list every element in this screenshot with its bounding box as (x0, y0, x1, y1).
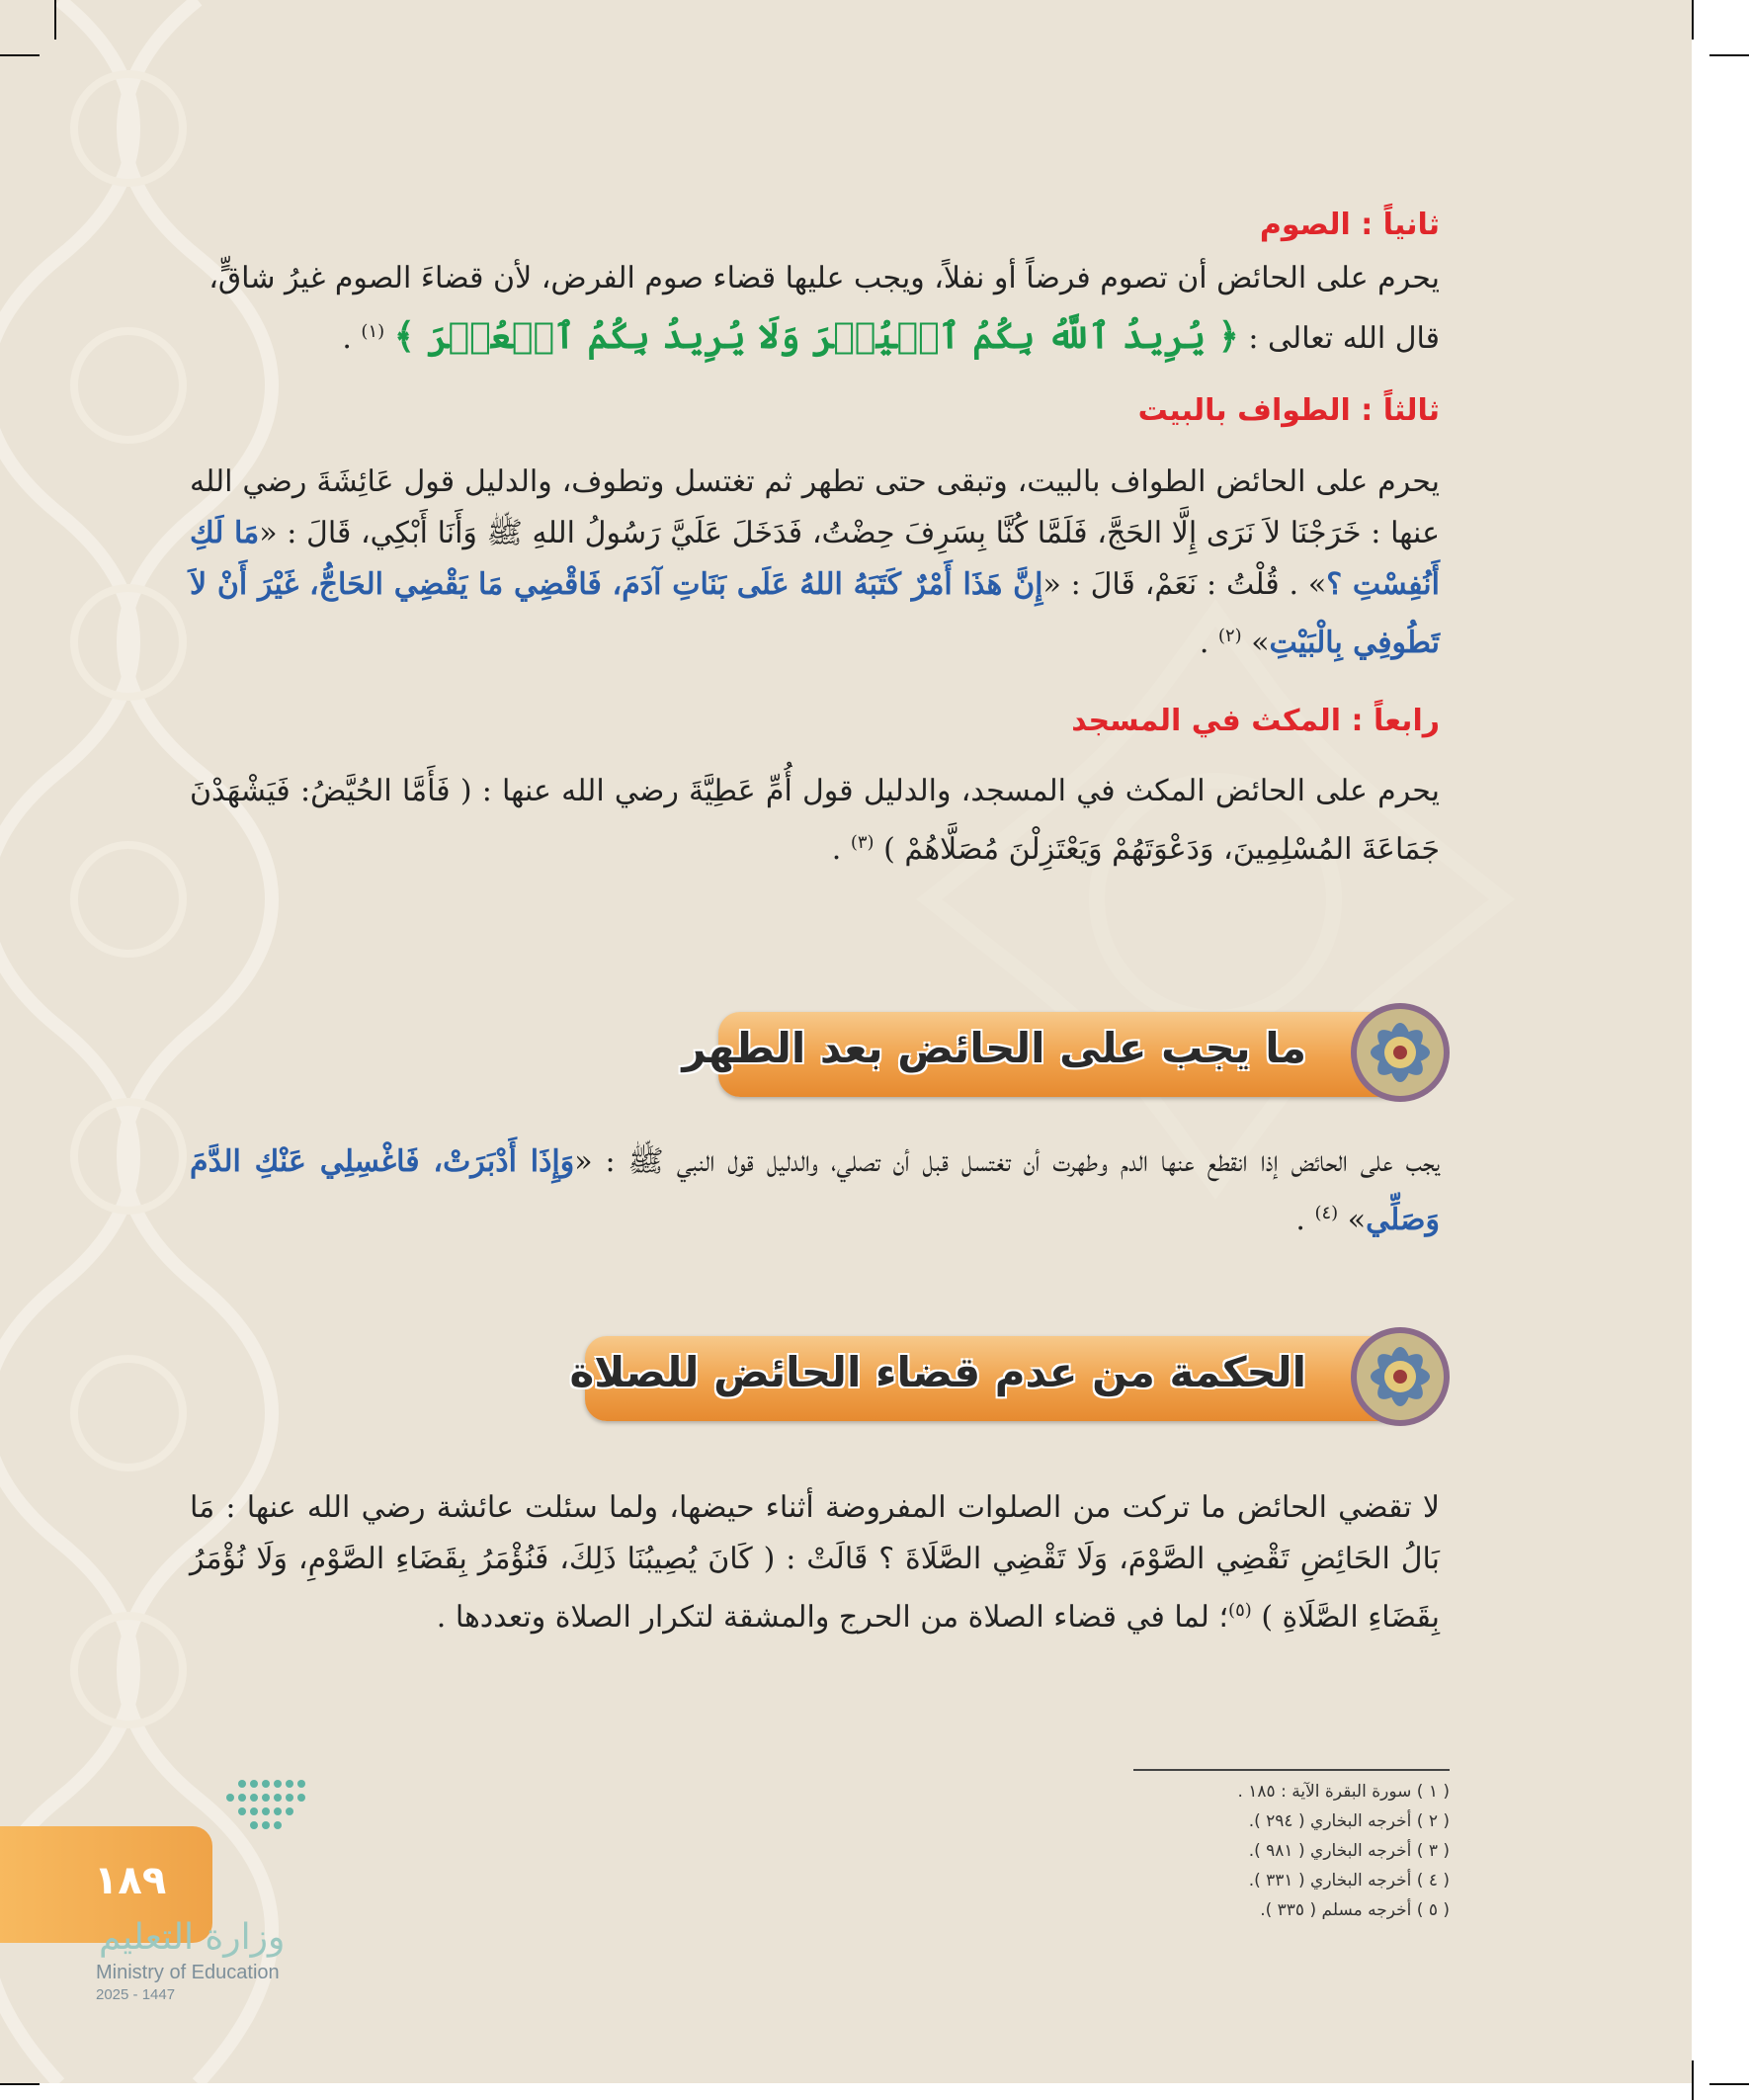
tawaf-intro: يحرم على الحائض الطواف بالبيت، وتبقى حتى تطهر ثم تغتسل وتطوف، والدليل قول عَائِشَةَ رضي الله عنها : (190, 464, 1440, 550)
tawaf-narration: خَرَجْنَا لاَ نَرَى إِلَّا الحَجَّ، فَلَمَّا كُنَّا بِسَرِفَ حِضْتُ، فَدَخَلَ عَلَيَّ رَسُولُ اللهِ ﷺ وَأَنَا أَبْكِي، قَالَ : « (259, 516, 1362, 550)
tawaf-mid: » . قُلْتُ : نَعَمْ، قَالَ : « (1042, 567, 1327, 602)
footnotes (1133, 1769, 1450, 1925)
wisdom-tail: ؛ لما في قضاء الصلاة من الحرج والمشقة لتكرار الصلاة وتعددها . (436, 1600, 1229, 1635)
purity-text: يجب على الحائض إذا انقطع عنها الدم وطهرت أن تغتسل قبل أن تصلي، والدليل قول النبي ﷺ : « (574, 1144, 1440, 1179)
crop-mark (1692, 0, 1694, 40)
mosque-heading: رابعاً : المكث في المسجد (1071, 704, 1440, 738)
banner-title: الحكمة من عدم قضاء الحائض للصلاة (569, 1348, 1306, 1396)
rosette-icon (1346, 1322, 1455, 1431)
footnote-item: ( ١ ) سورة البقرة الآية : ١٨٥ . (1237, 1782, 1450, 1802)
footnote-item: ( ٢ ) أخرجه البخاري ( ٢٩٤ ). (1248, 1811, 1450, 1831)
fasting-line: يحرم على الحائض أن تصوم فرضاً أو نفلاً، ويجب عليها قضاء صوم الفرض، لأن قضاءَ الصوم غيرُ شاقٍّ، (208, 261, 1440, 295)
fasting-heading: ثانياً : الصوم (1259, 208, 1440, 242)
footnote-item: ( ٤ ) أخرجه البخاري ( ٣٣١ ). (1248, 1871, 1450, 1890)
ministry-name-arabic: وزارة التعليم (99, 1917, 286, 1958)
hadith-quote-1: مَا لَكِ أَنُفِسْتِ ؟ (190, 516, 1440, 602)
hadith-quote-2: إِنَّ هَذَا أَمْرٌ كَتَبَهُ اللهُ عَلَى بَنَاتِ آدَمَ، فَاقْضِي مَا يَقْضِي الحَاجُّ، غَيْرَ أَنْ لاَ تَطُوفِي بِالْبَيْتِ (190, 567, 1440, 660)
mosque-text: يحرم على الحائض المكث في المسجد، والدليل قول أُمِّ عَطِيَّةَ رضي الله عنها : ( فَأَمَّا الحُيَّضُ: فَيَشْهَدْنَ جَمَاعَةَ المُسْلِمِينَ، وَدَعْوَتَهُمْ وَيَعْتَزِلْنَ مُصَلَّاهُمْ ) (190, 774, 1440, 867)
purity-paragraph: يجب على الحائض إذا انقطع عنها الدم وطهرت أن تغتسل قبل أن تصلي، والدليل قول النبي ﷺ : «وَإِذَا أَدْبَرَتْ، فَاغْسِلِي عَنْكِ الدَّمَ وَصَلِّي» $^{(٤)}$ . (190, 1144, 1440, 1237)
footnote-ref-1: (١) (361, 321, 385, 342)
crop-mark (1709, 2083, 1749, 2085)
quran-verse: ﴿ يُرِيدُ ٱللَّهُ بِكُمُ ٱلۡيُسۡرَ وَلَا يُرِيدُ بِكُمُ ٱلۡعُسۡرَ ﴾ (393, 315, 1239, 357)
section-banner-wisdom (569, 1322, 1455, 1431)
quran-intro: قال الله تعالى : (1248, 321, 1440, 356)
mosque-paragraph: يحرم على الحائض المكث في المسجد، والدليل قول أُمِّ عَطِيَّةَ رضي الله عنها : ( فَأَمَّا الحُيَّضُ: فَيَشْهَدْنَ جَمَاعَةَ المُسْلِمِينَ، وَدَعْوَتَهُمْ وَيَعْتَزِلْنَ مُصَلَّاهُمْ ) $^{(٣)}$ . (190, 774, 1440, 867)
footnote-ref-3: (٣) (850, 832, 874, 853)
footnote-item: ( ٣ ) أخرجه البخاري ( ٩٨١ ). (1248, 1841, 1450, 1861)
ministry-logo-dots-icon (94, 1764, 311, 1863)
crop-mark (0, 54, 40, 56)
quran-line: قال الله تعالى : ﴿ يُرِيدُ ٱللَّهُ بِكُمُ ٱلۡيُسۡرَ وَلَا يُرِيدُ بِكُمُ ٱلۡعُسۡرَ ﴾ $^{(١)}$ . (342, 315, 1440, 357)
tawaf-heading: ثالثاً : الطواف بالبيت (1137, 393, 1440, 428)
fasting-paragraph (190, 255, 1440, 363)
crop-mark (1692, 2060, 1694, 2100)
banner-title: ما يجب على الحائض بعد الطهر (682, 1024, 1306, 1072)
section-banner-purity (682, 998, 1455, 1107)
footnote-ref-5: (٥) (1228, 1600, 1252, 1621)
tawaf-paragraph: يحرم على الحائض الطواف بالبيت، وتبقى حتى تطهر ثم تغتسل وتطوف، والدليل قول عَائِشَةَ رضي الله عنها : خَرَجْنَا لاَ نَرَى إِلَّا الحَجَّ، فَلَمَّا كُنَّا بِسَرِفَ حِضْتُ، فَدَخَلَ عَلَيَّ رَسُولُ اللهِ ﷺ وَأَنَا أَبْكِي، قَالَ : «مَا لَكِ أَنُفِسْتِ ؟» . قُلْتُ : نَعَمْ، قَالَ : «إِنَّ هَذَا أَمْرٌ كَتَبَهُ اللهُ عَلَى بَنَاتِ آدَمَ، فَاقْضِي مَا يَقْضِي الحَاجُّ، غَيْرَ أَنْ لاَ تَطُوفِي بِالْبَيْتِ» $^{(٢)}$ . (190, 464, 1440, 660)
crop-mark (54, 0, 56, 40)
tawaf-end: » (1251, 626, 1270, 660)
footnote-ref-2: (٢) (1217, 626, 1242, 646)
crop-mark (1709, 54, 1749, 56)
rosette-icon (1346, 998, 1455, 1107)
edition-year: 2025 - 1447 (96, 1986, 176, 2003)
crop-mark (0, 2083, 40, 2085)
ministry-name-english: Ministry of Education (96, 1962, 280, 1983)
hadith-quote-3: وَإِذَا أَدْبَرَتْ، فَاغْسِلِي عَنْكِ الدَّمَ وَصَلِّي (190, 1144, 1440, 1237)
footnote-item: ( ٥ ) أخرجه مسلم ( ٣٣٥ ). (1260, 1900, 1450, 1920)
footnote-ref-4: (٤) (1314, 1203, 1339, 1223)
wisdom-text: لا تقضي الحائض ما تركت من الصلوات المفروضة أثناء حيضها، ولما سئلت عائشة رضي الله عنها : مَا بَالُ الحَائِضِ تَقْضِي الصَّوْمَ، وَلَا تَقْضِي الصَّلَاةَ ؟ قَالَتْ : ( كَانَ يُصِيبُنَا ذَلِكَ، فَنُؤْمَرُ بِقَضَاءِ الصَّوْمِ، وَلَا نُؤْمَرُ بِقَضَاءِ الصَّلَاةِ ) (190, 1490, 1440, 1635)
wisdom-paragraph (190, 1482, 1440, 1643)
page-number: ١٨٩ (94, 1858, 167, 1903)
purity-end: » (1347, 1203, 1367, 1237)
